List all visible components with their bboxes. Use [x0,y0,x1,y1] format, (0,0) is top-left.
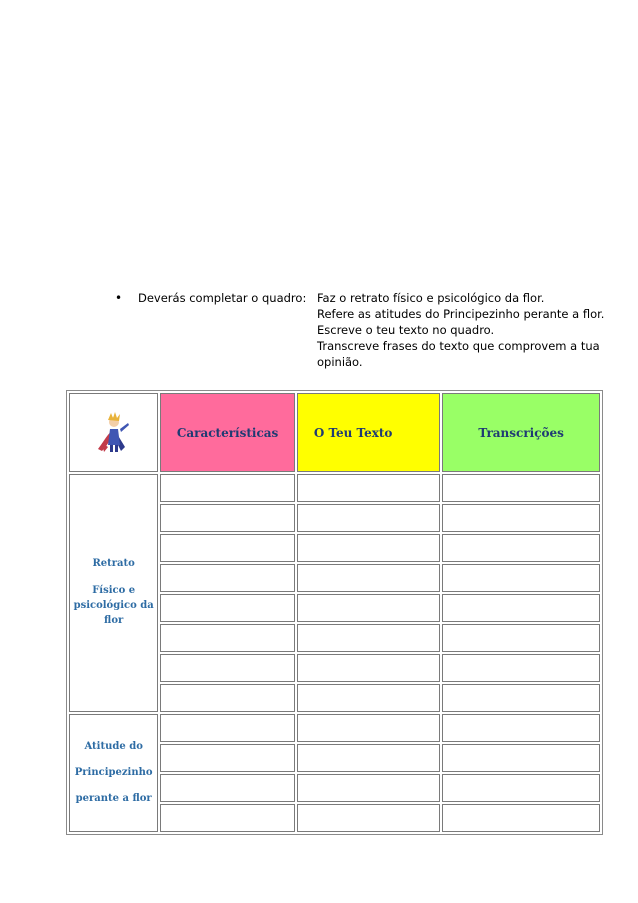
table-cell[interactable] [160,684,295,712]
table-cell[interactable] [442,654,600,682]
table-row [69,474,600,502]
worksheet-table [66,390,603,835]
instruction-line: Refere as atitudes do Principezinho perante a flor. [317,307,605,321]
table-cell[interactable] [442,774,600,802]
instruction-line: Escreve o teu texto no quadro. [317,323,495,337]
table-cell[interactable] [160,624,295,652]
section-label-retrato [69,474,158,712]
table-cell[interactable] [442,684,600,712]
table-cell[interactable] [297,684,441,712]
table-cell[interactable] [442,744,600,772]
table-cell[interactable] [297,534,441,562]
table-cell[interactable] [297,744,441,772]
table-cell[interactable] [297,504,441,532]
table-cell[interactable] [160,564,295,592]
table-cell[interactable] [442,564,600,592]
bullet: • [115,291,123,305]
table-cell[interactable] [297,594,441,622]
table-row [69,714,600,742]
table-cell[interactable] [442,594,600,622]
atitude-line2: Principezinho [74,767,153,778]
little-prince-icon [94,407,134,455]
table-cell[interactable] [442,624,600,652]
table-cell[interactable] [297,804,441,832]
table-cell[interactable] [442,504,600,532]
retrato-line1: Retrato [92,558,135,569]
atitude-line3: perante a flor [75,793,152,804]
table-cell[interactable] [160,804,295,832]
table-cell[interactable] [297,654,441,682]
table-cell[interactable] [160,774,295,802]
retrato-line2: Físico e psicológico da flor [73,585,154,626]
table-cell[interactable] [297,474,441,502]
table-cell[interactable] [442,714,600,742]
table-cell[interactable] [160,594,295,622]
table-cell[interactable] [160,744,295,772]
table-cell[interactable] [297,564,441,592]
table-cell[interactable] [160,534,295,562]
table-cell[interactable] [297,714,441,742]
section-label-atitude [69,714,158,832]
instructions-lead: Deverás completar o quadro: [138,291,307,305]
table-cell[interactable] [442,534,600,562]
icon-cell [69,393,158,472]
instruction-lines [317,290,629,370]
instruction-line: Faz o retrato físico e psicológico da flor. [317,291,545,305]
atitude-line1: Atitude do [84,741,143,752]
instruction-line: Transcreve frases do texto que comprovem a tua opinião. [317,339,600,369]
table-cell[interactable] [160,474,295,502]
header-texto: O Teu Texto [297,393,441,472]
header-caracteristicas: Características [160,393,295,472]
table-cell[interactable] [160,654,295,682]
header-row [69,393,600,472]
table-cell[interactable] [442,804,600,832]
table-cell[interactable] [297,774,441,802]
header-transcricoes: Transcrições [442,393,600,472]
table-cell[interactable] [160,714,295,742]
table-cell[interactable] [160,504,295,532]
table-cell[interactable] [297,624,441,652]
table-cell[interactable] [442,474,600,502]
